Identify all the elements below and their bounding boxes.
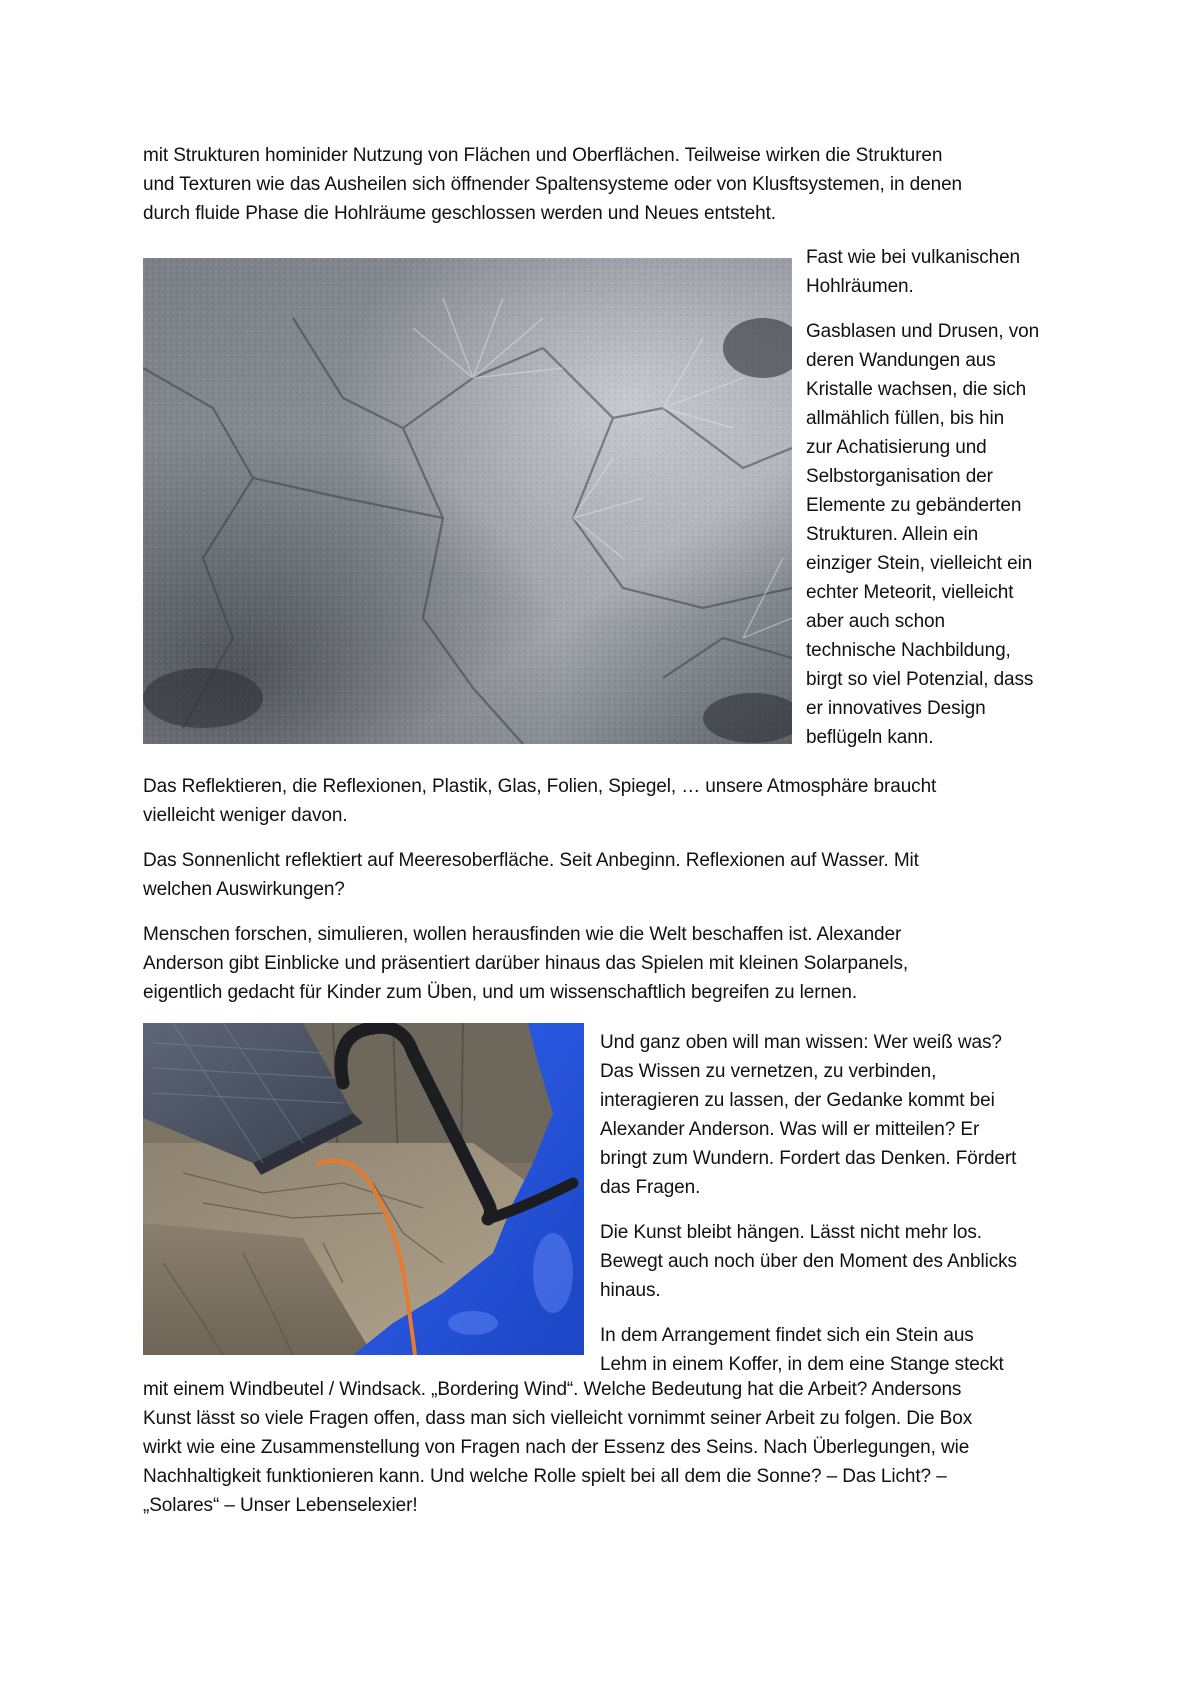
text-line: einziger Stein, vielleicht ein (806, 553, 1033, 574)
text-line: eigentlich gedacht für Kinder zum Üben, und um wissenschaftlich begreifen zu lernen. (143, 982, 858, 1003)
text-line: Nachhaltigkeit funktionieren kann. Und welche Rolle spielt bei all dem die Sonne? – Das Licht? – (143, 1466, 947, 1487)
text-line: Strukturen. Allein ein (806, 524, 979, 545)
text-line: das Fragen. (600, 1177, 701, 1198)
text-line: und Texturen wie das Ausheilen sich öffnender Spaltensysteme oder von Klusftsystemen, in denen (143, 174, 963, 195)
text-line: echter Meteorit, vielleicht (806, 582, 1014, 603)
side-paragraph-3 (600, 1028, 1080, 1202)
research-paragraph (143, 920, 908, 1007)
stone-texture-photo (143, 258, 792, 744)
text-line: Bewegt auch noch über den Moment des Anblicks (600, 1251, 1017, 1272)
closing-paragraph (143, 1375, 972, 1520)
text-line: Menschen forschen, simulieren, wollen herausfinden wie die Welt beschaffen ist. Alexander (143, 924, 902, 945)
text-line: Hohlräumen. (806, 276, 914, 297)
text-line: hinaus. (600, 1280, 661, 1301)
text-line: Kunst lässt so viele Fragen offen, dass man sich vielleicht vornimmt seiner Arbeit zu folgen. Die Box (143, 1408, 973, 1429)
text-line: Elemente zu gebänderten (806, 495, 1022, 516)
text-line: zur Achatisierung und (806, 437, 987, 458)
text-line: welchen Auswirkungen? (143, 879, 345, 900)
text-line: bringt zum Wundern. Fordert das Denken. Fördert (600, 1148, 1017, 1169)
text-line: In dem Arrangement findet sich ein Stein aus (600, 1325, 974, 1346)
sunlight-paragraph (143, 846, 919, 904)
text-line: Gasblasen und Drusen, von (806, 321, 1040, 342)
text-line: durch fluide Phase die Hohlräume geschlossen werden und Neues entsteht. (143, 203, 776, 224)
text-line: Das Sonnenlicht reflektiert auf Meeresoberfläche. Seit Anbeginn. Reflexionen auf Wasser. Mit (143, 850, 919, 871)
text-line: wirkt wie eine Zusammenstellung von Fragen nach der Essenz des Seins. Nach Überlegungen, wie (143, 1437, 970, 1458)
text-line: beflügeln kann. (806, 727, 934, 748)
side-paragraph-1 (806, 243, 1076, 301)
text-line: Die Kunst bleibt hängen. Lässt nicht mehr los. (600, 1222, 982, 1243)
text-line: Alexander Anderson. Was will er mitteilen? Er (600, 1119, 980, 1140)
text-line: Lehm in einem Koffer, in dem eine Stange steckt (600, 1354, 1004, 1375)
text-line: deren Wandungen aus (806, 350, 996, 371)
text-line: Und ganz oben will man wissen: Wer weiß was? (600, 1032, 1002, 1053)
text-line: Fast wie bei vulkanischen (806, 247, 1020, 268)
side-paragraph-4 (600, 1218, 1080, 1305)
text-line: birgt so viel Potenzial, dass (806, 669, 1034, 690)
side-text-bottom (600, 1028, 1080, 1379)
text-line: mit Strukturen hominider Nutzung von Flächen und Oberflächen. Teilweise wirken die Strukturen (143, 145, 943, 166)
intro-paragraph (143, 141, 962, 228)
text-line: Anderson gibt Einblicke und präsentiert darüber hinaus das Spielen mit kleinen Solarpanels, (143, 953, 909, 974)
text-line: Das Wissen zu vernetzen, zu verbinden, (600, 1061, 937, 1082)
text-line: allmählich füllen, bis hin (806, 408, 1005, 429)
reflection-paragraph (143, 772, 936, 830)
side-paragraph-5 (600, 1321, 1080, 1379)
text-line: aber auch schon (806, 611, 945, 632)
text-line: Selbstorganisation der (806, 466, 993, 487)
text-line: er innovatives Design (806, 698, 986, 719)
text-line: technische Nachbildung, (806, 640, 1011, 661)
text-line: „Solares“ – Unser Lebenselexier! (143, 1495, 418, 1516)
text-line: mit einem Windbeutel / Windsack. „Bordering Wind“. Welche Bedeutung hat die Arbeit? Andersons (143, 1379, 962, 1400)
text-line: vielleicht weniger davon. (143, 805, 348, 826)
side-paragraph-2 (806, 317, 1076, 752)
text-line: Kristalle wachsen, die sich (806, 379, 1027, 400)
solar-panel-photo (143, 1023, 584, 1355)
text-line: interagieren zu lassen, der Gedanke kommt bei (600, 1090, 995, 1111)
text-line: Das Reflektieren, die Reflexionen, Plastik, Glas, Folien, Spiegel, … unsere Atmosphäre braucht (143, 776, 937, 797)
side-text-top (806, 243, 1076, 752)
